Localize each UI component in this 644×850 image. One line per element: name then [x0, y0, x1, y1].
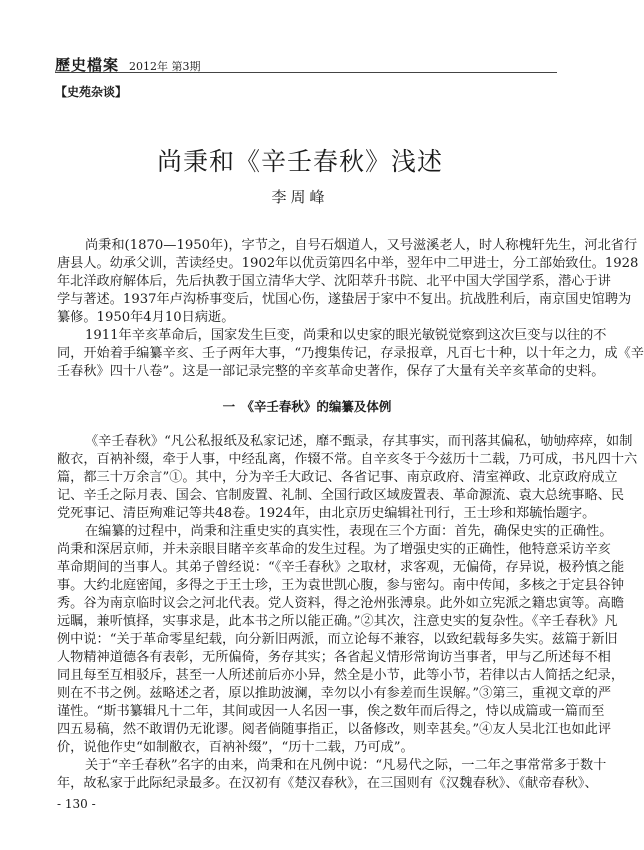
text-line: 同且每至互相驳斥，甚至一人所述前后亦小异，然全是小节，此等小节，若律以古人简括之纪录， — [57, 668, 625, 683]
text-line: 纂修。1950年4月10日病逝。 — [57, 310, 235, 325]
paragraph — [57, 433, 638, 523]
issue-label: 2012年 第3期 — [129, 60, 201, 73]
journal-name: 歷史檔案 — [55, 56, 120, 74]
text-line: 年北洋政府解体后，先后执教于国立清华大学、沈阳萃升书院、北平中国大学国学系，潜心于讲 — [57, 274, 611, 289]
text-line: 则在不书之例。兹略述之者，原以推助波澜，幸勿以小有参差而生误解。”③第三，重视文章的严 — [57, 686, 612, 701]
paragraph — [57, 327, 644, 381]
text-line: 关于“辛壬春秋”名字的由来，尚秉和在凡例中说：“凡易代之际，一二年之事常常多于数十 — [85, 758, 607, 773]
article-body — [57, 237, 644, 793]
section-heading: 一 《辛壬春秋》的编纂及体例 — [222, 399, 392, 414]
text-line: 敝衣，百衲补缀，牵于人事，中经乱离，作辍不常。自辛亥冬于今兹历十二载，乃可成，书凡四十六 — [57, 452, 638, 467]
text-line: 同，开始着手编纂辛亥、壬子两年大事，“乃搜集传记，存录报章，凡百七十种，以十年之力，成《辛 — [57, 346, 644, 361]
text-line: 尚秉和深居京师，并未亲眼目睹辛亥革命的发生过程。为了增强史实的正确性，他特意采访辛亥 — [57, 542, 611, 557]
text-line: 篇，都三十万余言”①。其中，分为辛壬大政记、各省记事、南京政府、清室禅政、北京政府成立 — [57, 470, 618, 485]
text-line: 在编纂的过程中，尚秉和注重史实的真实性，表现在三个方面：首先，确保史实的正确性。 — [85, 524, 613, 539]
text-line: 《辛壬春秋》“凡公私报纸及私家记述，靡不甄录，存其事实，而刊落其偏私，劬劬瘁瘁，如制 — [85, 434, 633, 449]
text-line: 四五易稿，然不敢谓仍无讹谬。阅者倘随事指正，以备修改，则幸甚矣。”④友人吴北江也如此评 — [57, 722, 612, 737]
text-line: 唐县人。幼承父训，苦读经史。1902年以优贡第四名中举，翌年中二甲进士，分工部始致仕。1928 — [57, 256, 639, 271]
text-line: 尚秉和(1870—1950年)，字节之，自号石烟道人，又号滋溪老人，时人称槐轩先生，河北省行 — [85, 238, 638, 253]
text-line: 学与著述。1937年卢沟桥事变后，忧国心伤，遂蛰居于家中不复出。抗战胜利后，南京国史馆聘为 — [57, 292, 632, 307]
header-rule — [55, 72, 557, 73]
text-line: 谨性。“斯书纂辑凡十二年，其间或因一人名因一事，俟之数年而后得之，恃以成篇或一篇而至 — [57, 704, 605, 719]
text-line: 记、辛壬之际月表、国会、官制废置、礼制、全国行政区域废置表、革命源流、袁大总统事略、民 — [57, 488, 625, 503]
text-line: 壬春秋》四十八卷”。这是一部记录完整的辛亥革命史著作，保存了大量有关辛亥革命的史料。 — [57, 364, 605, 379]
text-line: 例中说：“关于革命零星纪载，向分新旧两派，而立论每不兼容，以致纪载每多失实。兹篇于新旧 — [57, 632, 618, 647]
text-line: 人物精神道德各有表彰，无所偏倚，务存其实；各省起义情形常询访当事者，甲与乙所述每不相 — [57, 650, 611, 665]
text-line: 事。大约北庭密闻，多得之于王士珍，王为袁世凯心腹，参与密勾。南中传闻，多核之于定县谷钟 — [57, 578, 625, 593]
page-number: - 130 - — [57, 797, 96, 811]
paragraph — [57, 523, 625, 757]
text-line: 党死事记、清臣殉难记等共48卷。1924年，由北京历史编辑社刊行，王士珍和郑毓怡题字。 — [57, 506, 596, 521]
text-line: 价，说他作史“如制敝衣，百衲补缀”，“历十二载，乃可成”。 — [57, 740, 414, 755]
section-tag: 【史苑杂谈】 — [55, 85, 128, 99]
text-line: 远瞩，兼听慎择，实事求是，此本书之所以能正确。”②其次，注意史实的复杂性。《辛壬春秋》凡 — [57, 614, 618, 629]
paragraph — [57, 757, 607, 793]
paragraph — [57, 237, 639, 327]
text-line: 1911年辛亥革命后，国家发生巨变，尚秉和以史家的眼光敏锐觉察到这次巨变与以往的不 — [85, 328, 607, 343]
text-line: 年，故私家于此际纪录最多。在汉初有《楚汉春秋》，在三国则有《汉魏春秋》、《献帝春秋》、 — [57, 776, 598, 791]
article-title: 尚秉和《辛壬春秋》浅述 — [156, 147, 443, 176]
author-name: 李周峰 — [271, 188, 329, 206]
text-line: 革命期间的当事人。其弟子曾经说：“《辛壬春秋》之取材，求客观，无偏倚，存异说，极矜慎之能 — [57, 560, 625, 575]
text-line: 秀。谷为南京临时议会之河北代表。党人资料，得之沧州张溥泉。此外如立宪派之籍忠寅等。高瞻 — [57, 596, 625, 611]
